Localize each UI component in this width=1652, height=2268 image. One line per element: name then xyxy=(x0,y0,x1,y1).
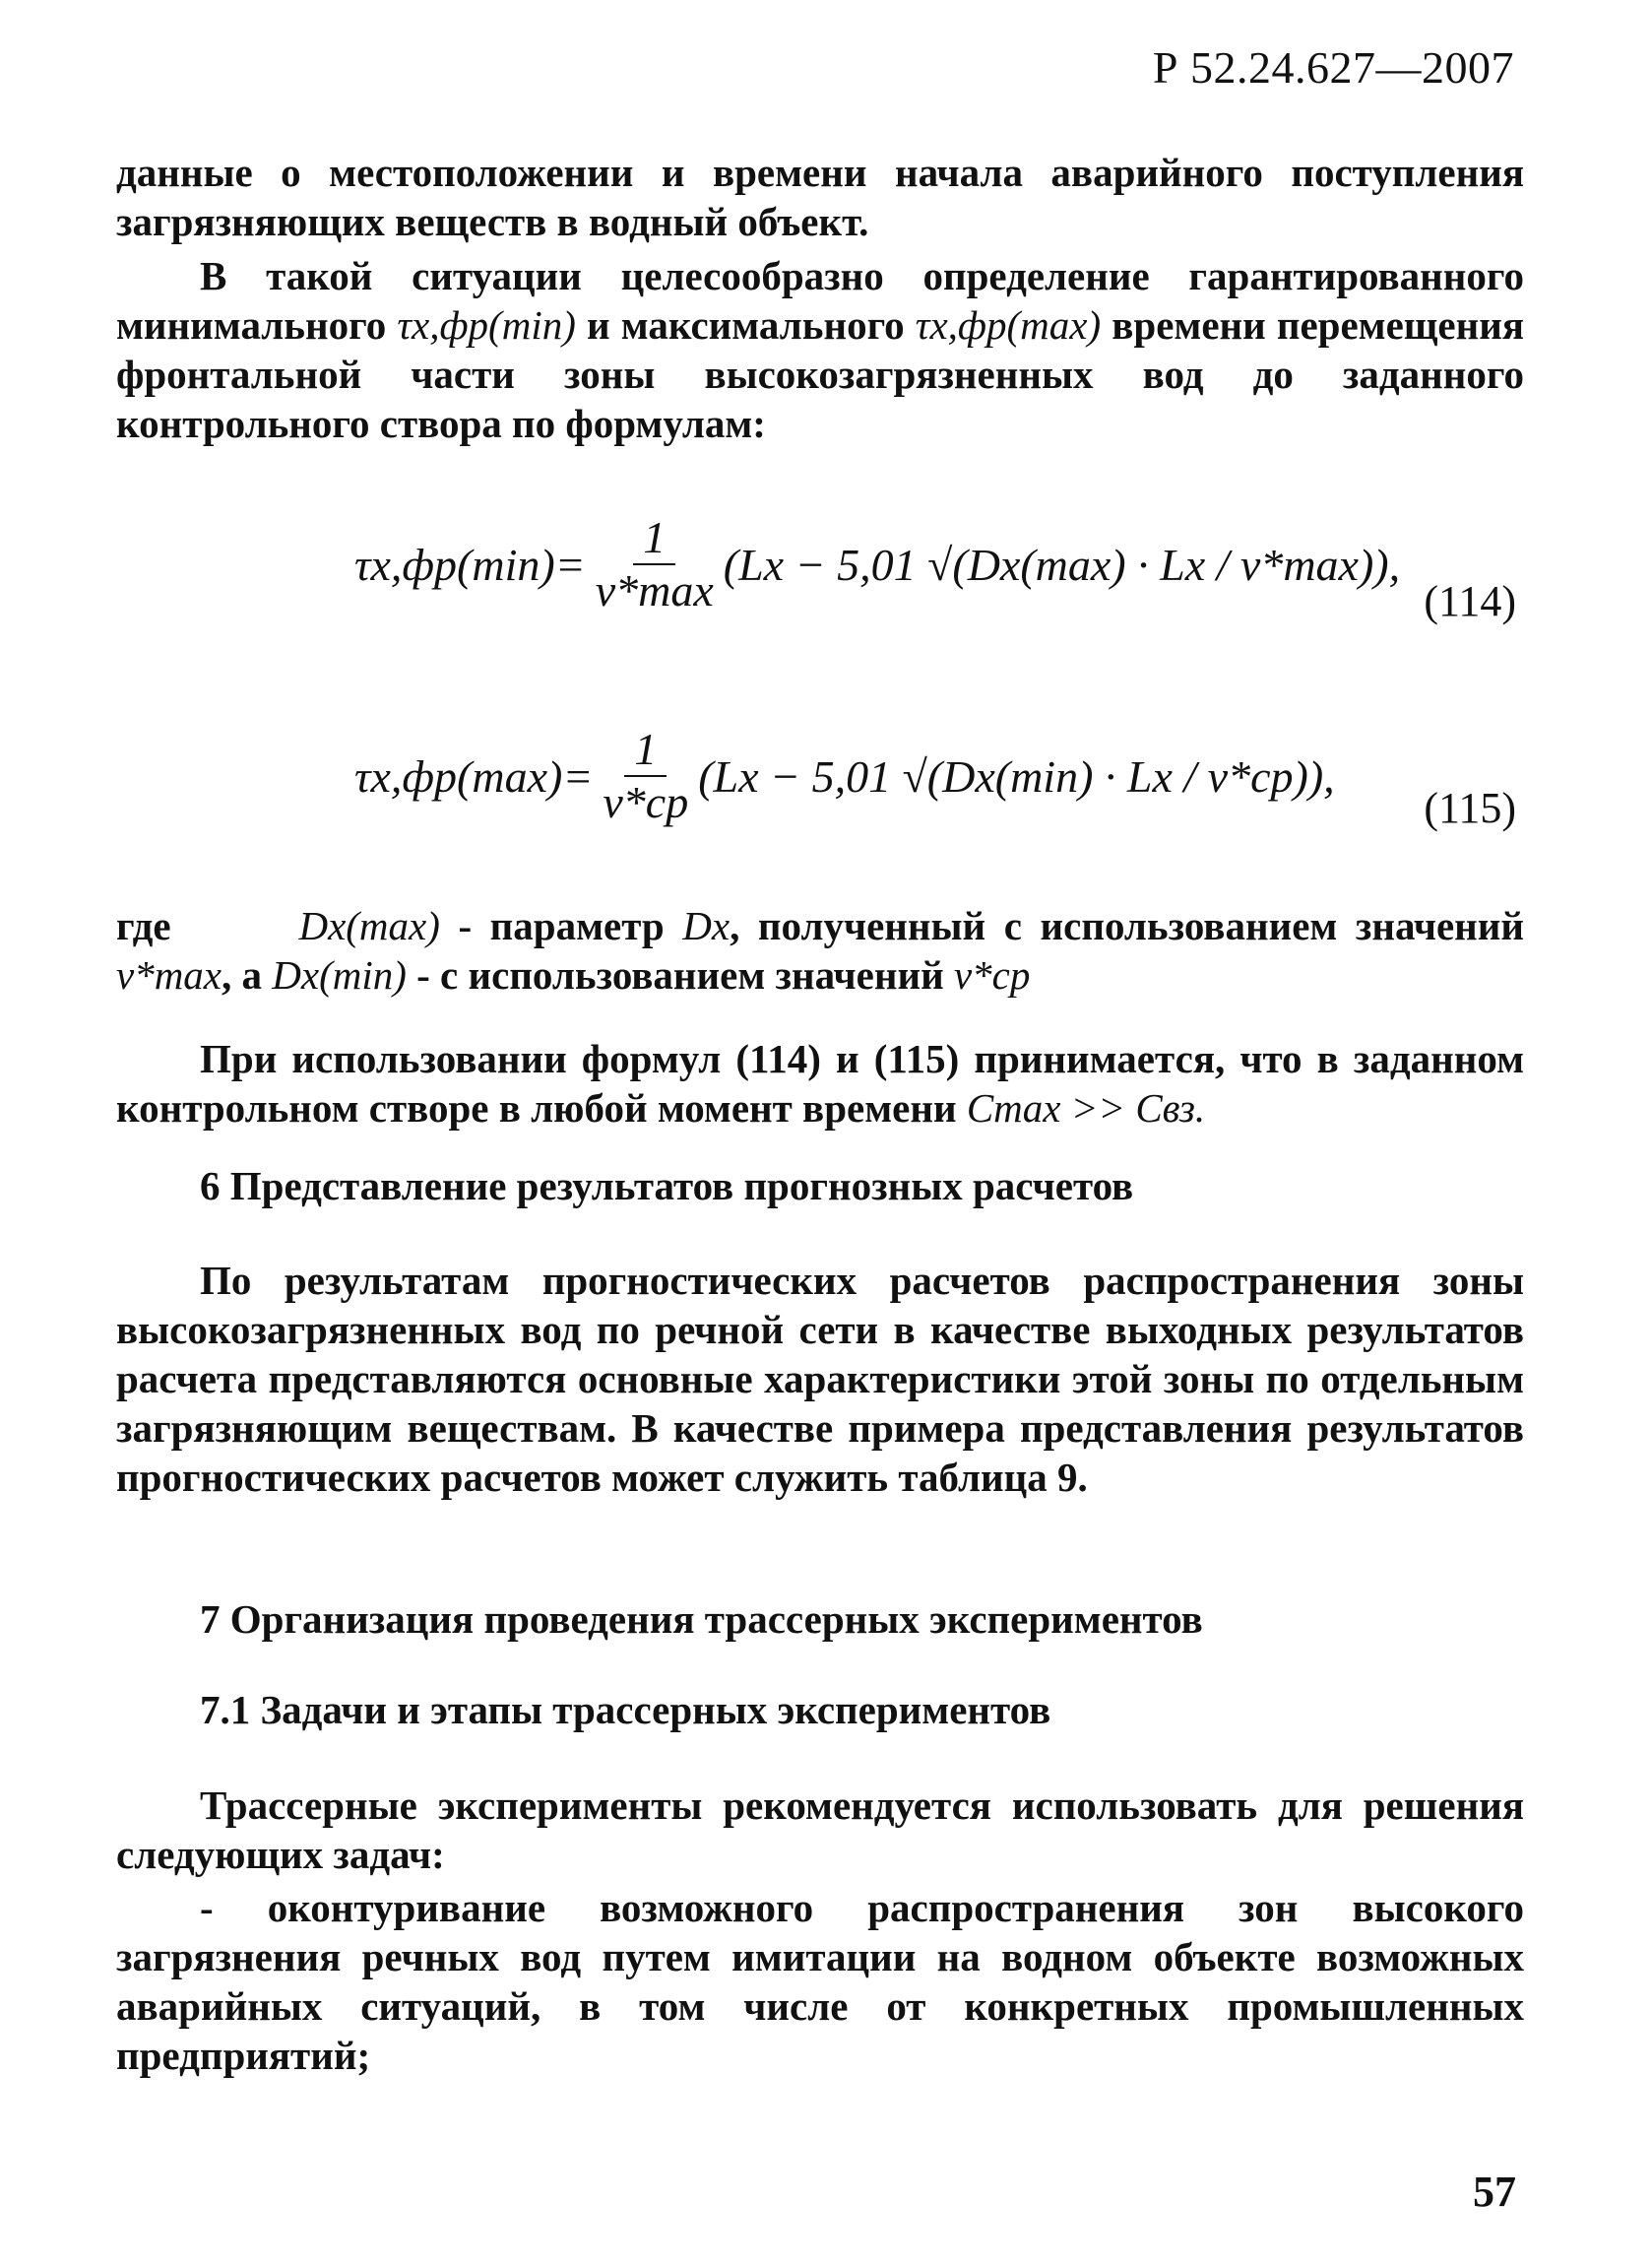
list-item-contouring-text: - оконтуривание возможного распространения зон высокого загрязнения речных вод путем имитации на водном объекте возможных аварийных ситуаций, в том числе от конкретных промышленных предприятий; xyxy=(116,1885,1524,2078)
paragraph-intro-text: данные о местоположении и времени начала аварийного поступления загрязняющих веществ в водный объект. xyxy=(116,150,1524,244)
where-text-d: , а xyxy=(222,952,263,998)
tau-max-symbol: τx,фр(max) xyxy=(915,302,1102,348)
formula-115-number: (115) xyxy=(1424,784,1516,832)
v-cp-symbol: v*ср xyxy=(953,952,1031,998)
tau-min-symbol: τx,фр(min) xyxy=(397,302,576,348)
formula-114 xyxy=(354,512,1400,616)
heading-section-6: 6 Представление результатов прогнозных расчетов xyxy=(200,1163,1134,1208)
formula-115-numerator: 1 xyxy=(624,724,667,777)
formula-115-denominator: v*ср xyxy=(603,777,689,827)
paragraph-assumption xyxy=(116,1034,1524,1133)
list-item-contouring xyxy=(116,1883,1524,2080)
concentration-condition: Cmax >> Cвз. xyxy=(966,1085,1206,1131)
formula-114-number: (114) xyxy=(1424,577,1516,625)
paragraph-tasks-text: Трассерные эксперименты рекомендуется использовать для решения следующих задач: xyxy=(116,1782,1524,1877)
formula-115-fraction xyxy=(603,724,688,828)
formula-114-body: (Lx − 5,01 √(Dx(max) · Lx / v*max)) xyxy=(723,539,1389,590)
formula-115-tail: , xyxy=(1323,750,1335,802)
heading-section-7-1: 7.1 Задачи и этапы трассерных экспериментов xyxy=(200,1687,1051,1732)
paragraph-situation xyxy=(116,251,1524,448)
paragraph-assumption-text: При использовании формул (114) и (115) принимается, что в заданном контрольном створе в любой момент времени xyxy=(116,1036,1524,1131)
formula-114-denominator: v*max xyxy=(595,565,714,616)
paragraph-situation-text-c: времени перемещения фронтальной части зоны высокозагрязненных вод до заданного контрольного створа по формулам: xyxy=(116,302,1525,446)
paragraph-results xyxy=(116,1256,1524,1502)
formula-115-lhs: τx,фр(max)= xyxy=(354,750,594,802)
page-number: 57 xyxy=(1473,2168,1516,2216)
formula-115 xyxy=(354,724,1335,828)
where-text-b: - параметр xyxy=(458,903,665,948)
formula-115-body: (Lx − 5,01 √(Dx(min) · Lx / v*ср)) xyxy=(698,750,1324,802)
v-max-symbol: v*max xyxy=(116,952,222,998)
dx-symbol: Dx xyxy=(682,903,731,948)
paragraph-tasks xyxy=(116,1781,1524,1879)
formula-114-tail: , xyxy=(1388,539,1401,590)
where-text-c: , полученный с использованием значений xyxy=(730,903,1525,948)
paragraph-situation-text-a: В такой ситуации целесообразно определение гарантированного минимального xyxy=(116,253,1524,348)
formula-114-fraction xyxy=(596,512,714,616)
paragraph-results-text: По результатам прогностических расчетов распространения зоны высокозагрязненных вод по речной сети в качестве выходных результатов расчета представляются основные характеристики этой зоны по отдельным загрязняющим веществам. В качестве примера представления результатов прогностических расчетов может служить таблица 9. xyxy=(116,1258,1524,1500)
d-min-symbol: Dx(min) xyxy=(272,952,407,998)
heading-section-7: 7 Организация проведения трассерных экспериментов xyxy=(200,1596,1203,1642)
paragraph-where xyxy=(116,901,1524,1000)
paragraph-intro xyxy=(116,148,1524,246)
where-label: где xyxy=(116,903,171,948)
d-max-symbol: Dx(max) xyxy=(298,903,440,948)
document-number: Р 52.24.627—2007 xyxy=(1152,42,1514,93)
formula-114-numerator: 1 xyxy=(633,512,675,565)
formula-114-lhs: τx,фр(min)= xyxy=(354,539,586,590)
where-text-e: - с использованием значений xyxy=(416,952,944,998)
paragraph-situation-text-b: и максимального xyxy=(586,302,905,348)
